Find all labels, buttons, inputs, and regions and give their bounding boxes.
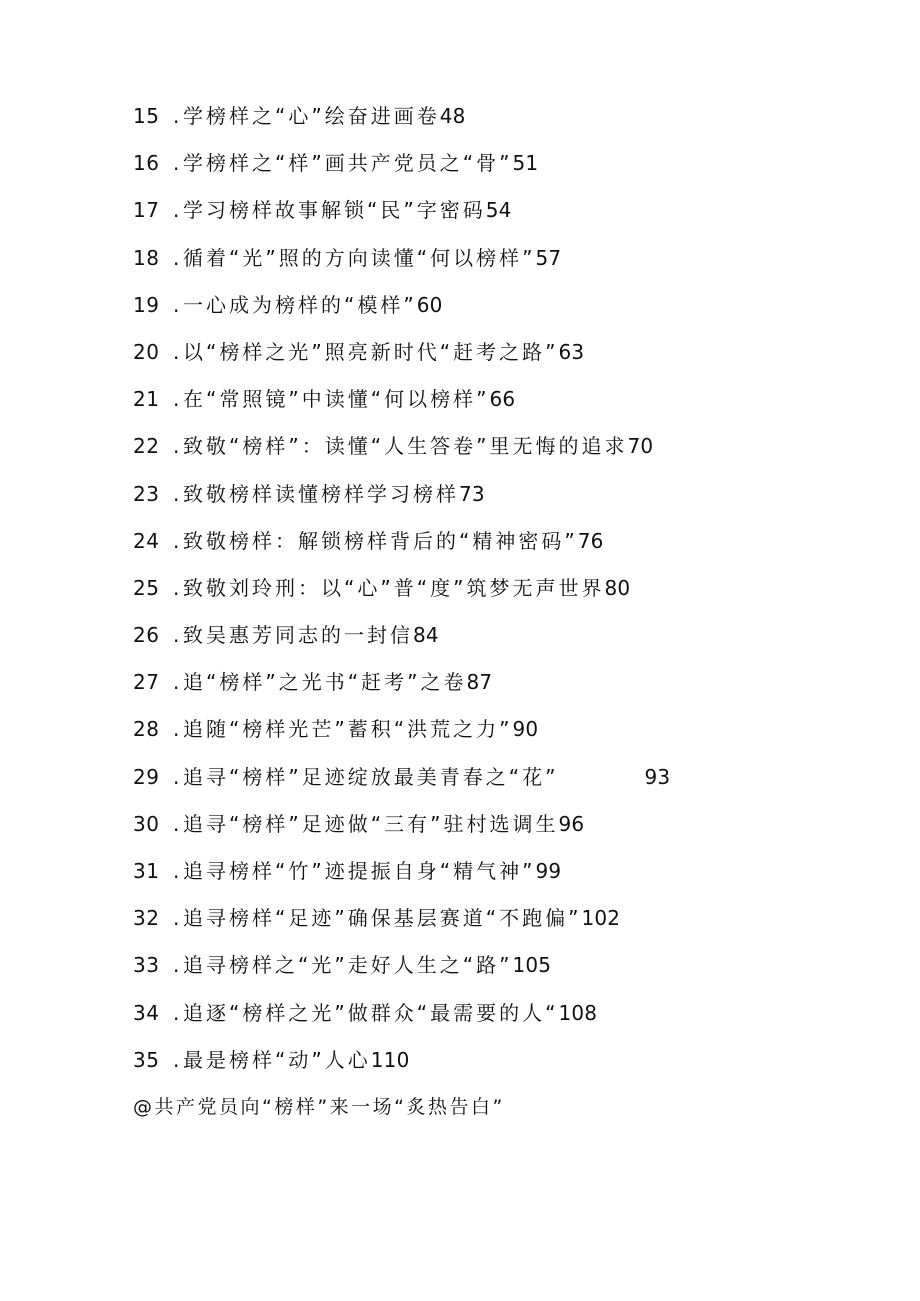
entry-number: 25 xyxy=(133,575,160,600)
entry-page-number: 70 xyxy=(627,434,654,459)
entry-page-number: 108 xyxy=(558,1000,598,1025)
entry-page-number: 105 xyxy=(512,953,552,978)
entry-separator: . xyxy=(173,717,180,742)
entry-separator: . xyxy=(173,859,180,883)
entry-title: 追寻榜样“足迹”确保基层赛道“不跑偏” xyxy=(183,906,582,931)
entry-page-number: 57 xyxy=(535,245,562,270)
entry-separator: . xyxy=(173,245,180,270)
entry-page-number: 87 xyxy=(466,670,493,695)
toc-entry[interactable] xyxy=(133,853,893,900)
entry-page-number: 63 xyxy=(558,339,585,364)
table-of-contents xyxy=(133,98,893,1129)
entry-separator: . xyxy=(173,339,180,364)
entry-page-number: 110 xyxy=(370,1047,410,1072)
entry-separator: . xyxy=(173,953,180,978)
toc-entry[interactable] xyxy=(133,287,893,334)
entry-title: 追“榜样”之光书“赶考”之卷 xyxy=(183,670,467,695)
toc-entry[interactable] xyxy=(133,1042,893,1089)
toc-entry[interactable] xyxy=(133,98,893,145)
entry-page-number: 73 xyxy=(459,481,485,506)
entry-separator: . xyxy=(173,575,180,600)
entry-number: 26 xyxy=(133,623,160,648)
toc-entry[interactable] xyxy=(133,476,893,523)
entry-number: 20 xyxy=(133,339,160,364)
entry-number: 31 xyxy=(133,859,160,883)
entry-title: 一心成为榜样的“模样” xyxy=(183,292,417,317)
entry-number: 29 xyxy=(133,764,160,789)
toc-entry[interactable] xyxy=(133,617,893,664)
entry-separator: . xyxy=(173,670,180,695)
entry-separator: . xyxy=(173,104,180,128)
entry-page-number: 48 xyxy=(439,104,466,128)
entry-title: 追随“榜样光芒”蓄积“洪荒之力” xyxy=(183,717,513,742)
toc-entry[interactable] xyxy=(133,192,893,239)
entry-title: 最是榜样“动”人心 xyxy=(183,1047,371,1072)
entry-number: 17 xyxy=(133,198,160,223)
entry-title: 致敬榜样：解锁榜样背后的“精神密码” xyxy=(183,528,578,553)
entry-number: 18 xyxy=(133,245,160,270)
entry-title: 循着“光”照的方向读懂“何以榜样” xyxy=(183,245,536,270)
toc-entry[interactable] xyxy=(133,947,893,994)
entry-separator: . xyxy=(173,151,180,176)
entry-page-number: 102 xyxy=(581,906,621,931)
entry-page-number: 60 xyxy=(416,292,443,317)
entry-title: 致敬刘玲刑：以“心”普“度”筑梦无声世界 xyxy=(183,575,605,600)
entry-separator: . xyxy=(173,764,180,789)
entry-page-number: 54 xyxy=(485,198,512,223)
entry-title: 学榜样之“心”绘奋进画卷 xyxy=(183,104,440,128)
entry-title: 追寻“榜样”足迹绽放最美青春之“花” xyxy=(183,764,559,789)
toc-entry[interactable] xyxy=(133,240,893,287)
toc-entry[interactable] xyxy=(133,995,893,1042)
entry-number: 30 xyxy=(133,811,160,836)
entry-separator: . xyxy=(173,906,180,931)
toc-entry[interactable] xyxy=(133,428,893,475)
entry-separator: . xyxy=(173,292,180,317)
entry-page-number: 84 xyxy=(413,623,439,648)
entry-page-number: 66 xyxy=(489,387,516,412)
entry-separator: . xyxy=(173,198,180,223)
entry-title: 追寻榜样之“光”走好人生之“路” xyxy=(183,953,513,978)
toc-entry[interactable] xyxy=(133,759,893,806)
entry-page-number: 80 xyxy=(604,575,631,600)
entry-number: 16 xyxy=(133,151,160,176)
entry-title: 在“常照镜”中读懂“何以榜样” xyxy=(183,387,490,412)
entry-number: 35 xyxy=(133,1047,160,1072)
entry-title: 追寻榜样“竹”迹提振自身“精气神” xyxy=(183,859,536,883)
entry-page-number: 51 xyxy=(512,151,539,176)
toc-entry[interactable] xyxy=(133,806,893,853)
toc-entry[interactable] xyxy=(133,145,893,192)
entry-number: 21 xyxy=(133,387,160,412)
entry-page-number: 90 xyxy=(512,717,539,742)
entry-title: 学习榜样故事解锁“民”字密码 xyxy=(183,198,486,223)
entry-number: 19 xyxy=(133,292,160,317)
entry-title: 学榜样之“样”画共产党员之“骨” xyxy=(183,151,513,176)
toc-entry[interactable] xyxy=(133,900,893,947)
entry-separator: . xyxy=(173,387,180,412)
entry-number: 22 xyxy=(133,434,160,459)
footer-line: @共产党员向“榜样”来一场“炙热告白” xyxy=(133,1095,505,1118)
entry-separator: . xyxy=(173,1047,180,1072)
entry-title: 以“榜样之光”照亮新时代“赶考之路” xyxy=(183,339,559,364)
toc-entry[interactable] xyxy=(133,664,893,711)
entry-title: 致敬“榜样”：读懂“人生答卷”里无悔的追求 xyxy=(183,434,628,459)
entry-number: 27 xyxy=(133,670,160,695)
toc-entry[interactable] xyxy=(133,381,893,428)
toc-entry[interactable] xyxy=(133,570,893,617)
entry-title: 追寻“榜样”足迹做“三有”驻村选调生 xyxy=(183,811,559,836)
toc-entry[interactable] xyxy=(133,523,893,570)
entry-number: 15 xyxy=(133,104,160,128)
entry-page-number: 96 xyxy=(558,811,585,836)
entry-title: 追逐“榜样之光”做群众“最需要的人“ xyxy=(183,1000,559,1025)
entry-number: 24 xyxy=(133,528,160,553)
entry-page-number: 99 xyxy=(535,859,562,883)
entry-title: 致敬榜样读懂榜样学习榜样 xyxy=(183,481,459,506)
entry-number: 34 xyxy=(133,1000,160,1025)
entry-separator: . xyxy=(173,1000,180,1025)
toc-entry[interactable] xyxy=(133,711,893,758)
entry-separator: . xyxy=(173,811,180,836)
entry-separator: . xyxy=(173,434,180,459)
entry-number: 23 xyxy=(133,481,160,506)
entry-page-number: 76 xyxy=(577,528,604,553)
toc-entry[interactable] xyxy=(133,334,893,381)
entry-page-number: 93 xyxy=(644,764,671,789)
entry-number: 33 xyxy=(133,953,160,978)
entry-separator: . xyxy=(173,528,180,553)
entry-separator: . xyxy=(173,481,180,506)
entry-number: 32 xyxy=(133,906,160,931)
entry-title: 致吴惠芳同志的一封信 xyxy=(183,623,413,648)
entry-number: 28 xyxy=(133,717,160,742)
entry-separator: . xyxy=(173,623,180,648)
